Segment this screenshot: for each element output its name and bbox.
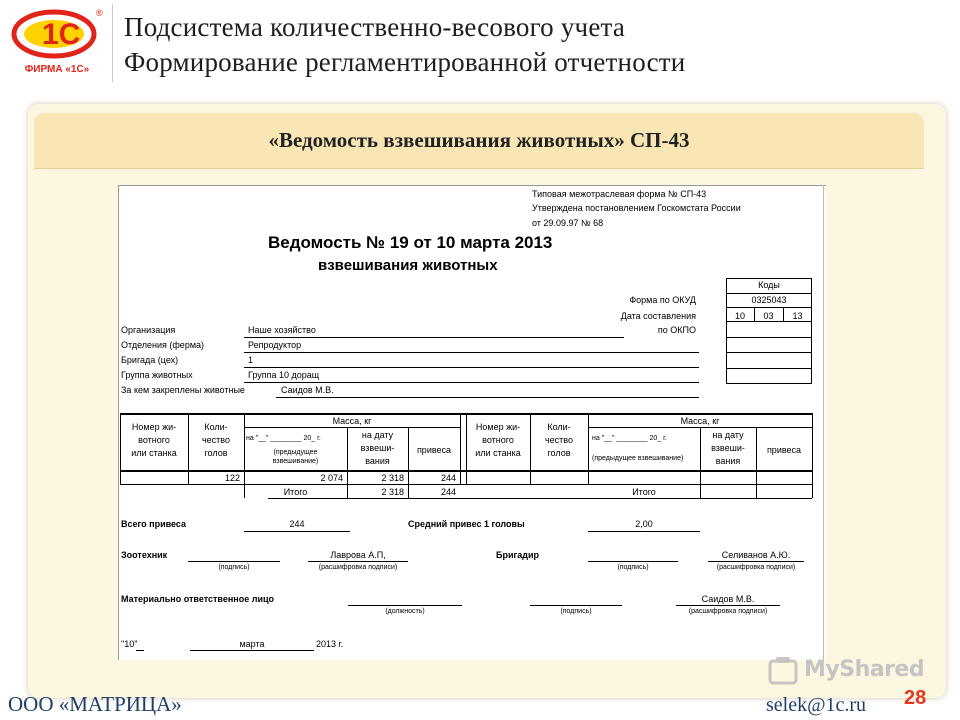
th-prev-date-right: на "__" ________ 20_ г. bbox=[592, 435, 667, 442]
logo-text: ФИРМА «1С» bbox=[24, 64, 90, 75]
assigned-value: Саидов М.В. bbox=[281, 385, 334, 395]
footer-company: ООО «МАТРИЦА» bbox=[8, 692, 182, 716]
document-title: Ведомость № 19 от 10 марта 2013 bbox=[268, 233, 553, 252]
avg-gain-label: Средний привес 1 головы bbox=[408, 519, 525, 529]
th-number-r2: вотного bbox=[482, 435, 514, 445]
th-current-r3: вания bbox=[715, 456, 741, 466]
page-number: 28 bbox=[904, 687, 927, 709]
watermark-text: MyShared bbox=[804, 657, 925, 682]
th-number-l3: или станка bbox=[131, 448, 177, 458]
th-count-l3: голов bbox=[204, 448, 228, 458]
th-prev-note-l2: взвешивание) bbox=[272, 458, 319, 465]
1c-logo bbox=[6, 6, 108, 76]
okud-label: Форма по ОКУД bbox=[629, 295, 696, 305]
zootech-label: Зоотехник bbox=[121, 550, 168, 560]
svg-text:1С: 1С bbox=[42, 18, 81, 51]
total-gain-label: Всего привеса bbox=[121, 519, 187, 529]
total-label-right: Итого bbox=[632, 487, 656, 497]
codes-header: Коды bbox=[758, 280, 780, 290]
th-current-l1: на дату bbox=[361, 430, 394, 440]
okpo-label: по ОКПО bbox=[657, 325, 696, 335]
date-month: 03 bbox=[763, 311, 774, 321]
farm-label: Отделения (ферма) bbox=[121, 340, 205, 350]
org-value: Наше хозяйство bbox=[248, 325, 316, 335]
row-prev-mass: 2 074 bbox=[320, 473, 343, 483]
brigadier-label: Бригадир bbox=[496, 550, 539, 560]
okud-value: 0325043 bbox=[751, 295, 787, 305]
row-current-mass: 2 318 bbox=[381, 473, 404, 483]
date-year: 13 bbox=[792, 311, 803, 321]
header-title-line1: Подсистема количественно-весового учета bbox=[124, 12, 626, 42]
zootech-sign-caption: (подпись) bbox=[218, 564, 250, 571]
brigadier-decode-caption: (расшифровка подписи) bbox=[716, 564, 796, 571]
header-title-line2: Формирование регламентированной отчетности bbox=[124, 47, 686, 77]
group-label: Группа животных bbox=[121, 370, 193, 380]
zootech-decode-caption: (расшифровка подписи) bbox=[318, 564, 398, 571]
th-current-l2: взвеши- bbox=[360, 443, 395, 453]
assigned-label: За кем закреплены животные bbox=[121, 385, 245, 395]
brigade-label: Бригада (цех) bbox=[121, 355, 179, 365]
standard-line3: от 29.09.97 № 68 bbox=[532, 218, 604, 228]
th-count-l1: Коли- bbox=[204, 422, 228, 432]
mol-position-caption: (должность) bbox=[385, 608, 425, 615]
document-subtitle: взвешивания животных bbox=[318, 257, 498, 274]
date-day: 10 bbox=[734, 311, 745, 321]
brigadier-name: Селиванов А.Ю. bbox=[721, 550, 791, 560]
th-gain-right: привеса bbox=[766, 445, 802, 455]
zootech-name: Лаврова А.П, bbox=[330, 550, 386, 560]
mol-sign-caption: (подпись) bbox=[560, 608, 592, 615]
th-number-l2: вотного bbox=[138, 435, 170, 445]
total-label: Итого bbox=[283, 487, 308, 497]
th-number-r3: или станка bbox=[475, 448, 521, 458]
th-prev-date: на "__" ________ 20_ г. bbox=[246, 435, 321, 442]
th-number-r1: Номер жи- bbox=[475, 422, 521, 432]
th-prev-note-right: (предыдущее взвешивание) bbox=[592, 455, 684, 462]
avg-gain-value: 2,00 bbox=[635, 519, 653, 529]
mol-label: Материально ответственное лицо bbox=[121, 594, 275, 604]
th-current-r2: взвеши- bbox=[711, 443, 745, 453]
form-scan bbox=[118, 185, 826, 660]
th-current-r1: на дату bbox=[712, 430, 744, 440]
row-gain: 244 bbox=[440, 473, 456, 483]
mol-name: Саидов М.В. bbox=[701, 594, 755, 604]
date-year-word: 2013 г. bbox=[316, 639, 344, 649]
mol-decode-caption: (расшифровка подписи) bbox=[688, 608, 768, 615]
header-divider bbox=[112, 4, 113, 82]
brigade-value: 1 bbox=[248, 355, 254, 365]
th-current-l3: вания bbox=[365, 456, 390, 466]
th-count-r3: голов bbox=[547, 448, 571, 458]
row-count: 122 bbox=[224, 473, 240, 483]
th-mass-right: Масса, кг bbox=[680, 416, 720, 426]
total-gain: 244 bbox=[440, 487, 456, 497]
svg-text:®: ® bbox=[96, 8, 103, 18]
standard-line2: Утверждена постановлением Госкомстата России bbox=[532, 203, 741, 213]
th-mass: Масса, кг bbox=[332, 416, 372, 426]
header-titles bbox=[124, 10, 685, 80]
th-count-r2: чество bbox=[544, 435, 573, 445]
group-value: Группа 10 доращ bbox=[248, 370, 320, 380]
farm-value: Репродуктор bbox=[248, 340, 302, 350]
date-quote: "10" bbox=[121, 639, 138, 649]
th-count-r1: Коли- bbox=[547, 422, 571, 432]
standard-line1: Типовая межотраслевая форма № СП-43 bbox=[532, 189, 707, 199]
total-gain-value: 244 bbox=[289, 519, 305, 529]
th-gain: привеса bbox=[416, 445, 452, 455]
date-label: Дата составления bbox=[620, 311, 696, 321]
brigadier-sign-caption: (подпись) bbox=[617, 564, 649, 571]
th-prev-note-l1: (предыдущее bbox=[273, 449, 318, 456]
footer-email[interactable]: selek@1c.ru bbox=[766, 694, 867, 716]
th-number-l1: Номер жи- bbox=[131, 422, 177, 432]
date-month-word: марта bbox=[239, 639, 265, 649]
total-current-mass: 2 318 bbox=[381, 487, 404, 497]
th-count-l2: чество bbox=[201, 435, 230, 445]
slide-title: «Ведомость взвешивания животных» СП-43 bbox=[268, 128, 690, 152]
org-label: Организация bbox=[121, 325, 176, 335]
